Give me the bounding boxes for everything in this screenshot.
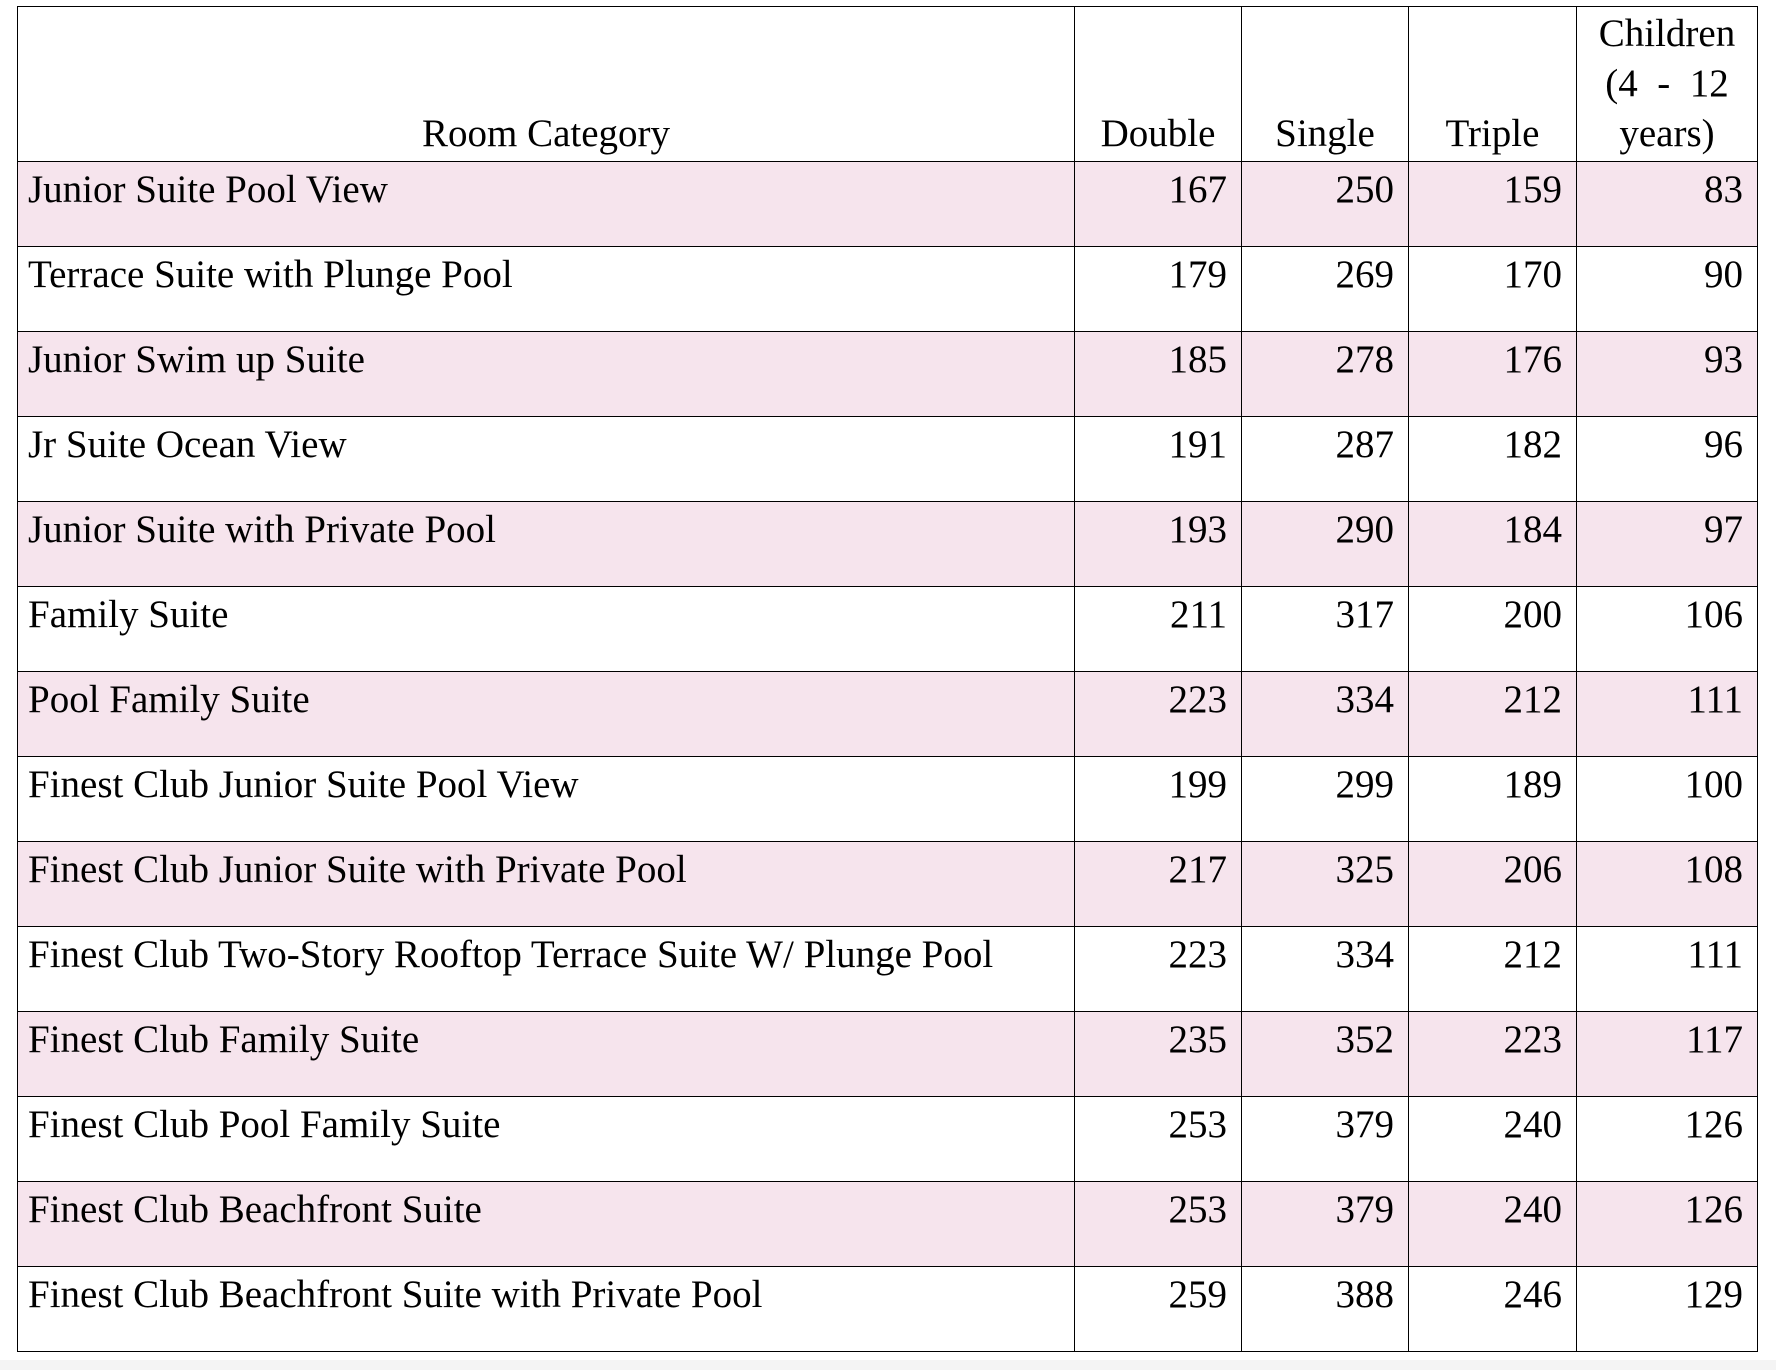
- cell-children: 111: [1577, 672, 1758, 757]
- table-row: [18, 757, 1758, 842]
- cell-single: 250: [1242, 162, 1409, 247]
- cell-triple: 182: [1409, 417, 1577, 502]
- cell-category: Finest Club Junior Suite Pool View: [18, 757, 1075, 842]
- page-bottom-strip: [0, 1360, 1776, 1370]
- cell-children: 129: [1577, 1267, 1758, 1352]
- cell-children: 108: [1577, 842, 1758, 927]
- cell-category: Finest Club Junior Suite with Private Pool: [18, 842, 1075, 927]
- cell-single: 388: [1242, 1267, 1409, 1352]
- cell-category: Finest Club Two-Story Rooftop Terrace Suite W/ Plunge Pool: [18, 927, 1075, 1012]
- cell-children: 96: [1577, 417, 1758, 502]
- cell-triple: 184: [1409, 502, 1577, 587]
- cell-single: 379: [1242, 1097, 1409, 1182]
- cell-category: Junior Swim up Suite: [18, 332, 1075, 417]
- cell-children: 111: [1577, 927, 1758, 1012]
- cell-single: 352: [1242, 1012, 1409, 1097]
- cell-single: 287: [1242, 417, 1409, 502]
- cell-double: 167: [1075, 162, 1242, 247]
- cell-double: 235: [1075, 1012, 1242, 1097]
- cell-single: 269: [1242, 247, 1409, 332]
- cell-single: 317: [1242, 587, 1409, 672]
- cell-children: 126: [1577, 1097, 1758, 1182]
- header-room-category: Room Category: [18, 7, 1075, 162]
- cell-triple: 246: [1409, 1267, 1577, 1352]
- cell-double: 217: [1075, 842, 1242, 927]
- header-single: Single: [1242, 7, 1409, 162]
- cell-triple: 159: [1409, 162, 1577, 247]
- cell-triple: 212: [1409, 927, 1577, 1012]
- cell-single: 299: [1242, 757, 1409, 842]
- cell-category: Junior Suite Pool View: [18, 162, 1075, 247]
- table-body: [18, 162, 1758, 1352]
- table-row: [18, 1012, 1758, 1097]
- cell-category: Pool Family Suite: [18, 672, 1075, 757]
- cell-children: 93: [1577, 332, 1758, 417]
- cell-children: 83: [1577, 162, 1758, 247]
- cell-triple: 240: [1409, 1097, 1577, 1182]
- header-children-line-3: years): [1619, 112, 1715, 155]
- cell-double: 211: [1075, 587, 1242, 672]
- cell-category: Finest Club Pool Family Suite: [18, 1097, 1075, 1182]
- header-children-line-1: Children: [1598, 12, 1736, 55]
- header-children: [1577, 7, 1758, 162]
- table-row: [18, 417, 1758, 502]
- cell-single: 334: [1242, 927, 1409, 1012]
- table-row: [18, 1097, 1758, 1182]
- table-row: [18, 587, 1758, 672]
- cell-triple: 240: [1409, 1182, 1577, 1267]
- table-row: [18, 502, 1758, 587]
- cell-category: Family Suite: [18, 587, 1075, 672]
- cell-category: Jr Suite Ocean View: [18, 417, 1075, 502]
- header-triple: Triple: [1409, 7, 1577, 162]
- cell-category: Junior Suite with Private Pool: [18, 502, 1075, 587]
- cell-double: 193: [1075, 502, 1242, 587]
- cell-single: 379: [1242, 1182, 1409, 1267]
- cell-double: 179: [1075, 247, 1242, 332]
- cell-single: 278: [1242, 332, 1409, 417]
- table-row: [18, 842, 1758, 927]
- table-row: [18, 162, 1758, 247]
- cell-triple: 170: [1409, 247, 1577, 332]
- cell-children: 117: [1577, 1012, 1758, 1097]
- cell-triple: 223: [1409, 1012, 1577, 1097]
- table-row: [18, 672, 1758, 757]
- cell-category: Finest Club Beachfront Suite: [18, 1182, 1075, 1267]
- cell-double: 259: [1075, 1267, 1242, 1352]
- cell-triple: 212: [1409, 672, 1577, 757]
- table-row: [18, 332, 1758, 417]
- table-row: [18, 1267, 1758, 1352]
- cell-double: 253: [1075, 1182, 1242, 1267]
- cell-double: 191: [1075, 417, 1242, 502]
- header-double: Double: [1075, 7, 1242, 162]
- table-row: [18, 1182, 1758, 1267]
- table-row: [18, 247, 1758, 332]
- cell-double: 185: [1075, 332, 1242, 417]
- cell-single: 325: [1242, 842, 1409, 927]
- cell-double: 253: [1075, 1097, 1242, 1182]
- cell-single: 290: [1242, 502, 1409, 587]
- cell-double: 223: [1075, 672, 1242, 757]
- cell-double: 223: [1075, 927, 1242, 1012]
- table-row: [18, 927, 1758, 1012]
- cell-single: 334: [1242, 672, 1409, 757]
- cell-category: Finest Club Beachfront Suite with Private Pool: [18, 1267, 1075, 1352]
- header-children-line-2: (4 - 12: [1605, 62, 1729, 105]
- cell-triple: 176: [1409, 332, 1577, 417]
- cell-children: 106: [1577, 587, 1758, 672]
- cell-children: 97: [1577, 502, 1758, 587]
- cell-double: 199: [1075, 757, 1242, 842]
- room-rates-table: [17, 6, 1758, 1352]
- cell-triple: 206: [1409, 842, 1577, 927]
- header-row: [18, 7, 1758, 162]
- cell-children: 126: [1577, 1182, 1758, 1267]
- cell-triple: 189: [1409, 757, 1577, 842]
- cell-triple: 200: [1409, 587, 1577, 672]
- cell-children: 100: [1577, 757, 1758, 842]
- table-header: [18, 7, 1758, 162]
- cell-category: Finest Club Family Suite: [18, 1012, 1075, 1097]
- cell-category: Terrace Suite with Plunge Pool: [18, 247, 1075, 332]
- cell-children: 90: [1577, 247, 1758, 332]
